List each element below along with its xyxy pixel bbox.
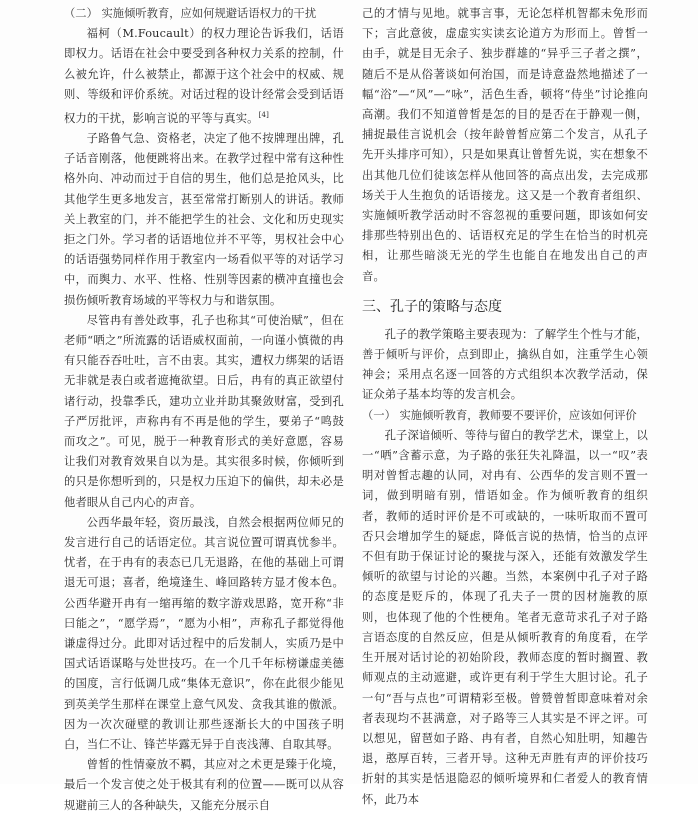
paragraph: 尽管冉有善处政事，孔子也称其“可使治赋”，但在老师“哂之”所流露的话语威权面前，一向谨小慎微的冉有只能吞吞吐吐，言不由衷。其实，遭权力绑架的话语无非就是表白或者遮掩欲望。日后，冉有的真正欲望付诸行动，投靠季氏，建功立业并助其聚敛财富，受到孔子严厉批评，声称冉有不再是他的学生，要弟子“鸣鼓而攻之”。可见，脱于一种教育形式的美好意愿，容易让我们对教育效果自以为是。其实很多时候，你倾听到的只是你想听到的，只是权力压迫下的偏供，却未必是他者眼从自己内心的声音。 (64, 313, 344, 509)
section-title: 三、孔子的策略与态度 (362, 298, 502, 315)
paragraph: 子路鲁气急、资格老，决定了他不按牌理出牌，孔子话音刚落，他便跳将出来。在教学过程中常有这种性格外向、冲动而过于自信的男生，他们总是抢风头，比其他学生更多地发言，甚至常常打断别人的讲话。教师关上教室的门，并不能把学生的社会、文化和历史现实拒之门外。学习者的话语地位并不平等，男权社会中心的话语强势同样作用于教室内一场看似平等的对话学习中，而舆力、水平、性格、性别等因素的横冲直撞也会损伤倾听教育场域的平等权力与和谐氛围。 (64, 131, 344, 307)
paragraph: 孔子深谙倾听、等待与留白的教学艺术，课堂上，以一“哂”含蓄示意，为子路的张狂失礼降温，以一“叹”表明对曾皙志趣的认同，对冉有、公西华的发言则不置一词，做到明暗有别，惜语如金。作为倾听教育的组织者，教师的适时评价是不可或缺的，一味听取而不置可否只会增加学生的疑虑，降低言说的热情，恰当的点评不但有助于保证讨论的聚拢与深入，还能有效激发学生倾听的欲望与讨论的兴趣。当然，本案例中孔子对子路的态度是贬斥的，体现了孔夫子一贯的因材施教的原则，也体现了他的个性梗角。笔者无意苛求孔子对子路言语态度的自然反应，但是从倾听教育的角度看，在学生开展对话讨论的初始阶段，教师态度的暂时搁置、教师观点的主动遮避，或许更有利于学生大胆讨论。孔子一句“吾与点也”可谓精彩至极。曾赞曾皙即意味着对余者表现均不甚满意，对子路等三人其实是不评之评。可以想见，留琶如子路、冉有者，自然心知肚明，知趣告退，憨厚百转，三者开导。这种无声胜有声的评价技巧折射的其实是恬退隐忍的倾听境界和仁者爱人的教育情怀，此乃本 (362, 428, 648, 806)
subheading-1: （一） 实施倾听教育，教师要不要评价，应该如何评价 (362, 408, 637, 422)
left-column (64, 4, 344, 816)
subheading-2: （二） 实施倾听教育，应如何规避话语权力的干扰 (64, 7, 317, 20)
paragraph: 曾皙的性情豪放不羁，其应对之术更是臻于化境，最后一个发言使之处于极其有利的位置——既可以从容规避前三人的各种缺失，又能充分展示自 (64, 758, 344, 812)
paragraph: 公西华最年轻，资历最浅，自然会根据两位师兄的发言进行自己的话语定位。其言说位置可谓真忧参半。忧者，在于冉有的表态已几无退路，在他的基础上可谓退无可退；喜者，绝境逢生、峰回路转方显才俊本色。公西华避开冉有一缩再缩的数字游戏思路，宽开称“非曰能之”，“愿学焉”，“愿为小相”，声称孔子都觉得他谦虚得过分。此即对话过程中的后发制人，实质乃是中国式话语谋略与处世技巧。在一个几千年标榜谦虚美德的国度，言行低调几成“集体无意识”，你在此很少能见到英美学生那样在课堂上意气风发、贪我其谁的傲派。因为一次次碰壁的教训让那些逐渐长大的中国孩子明白，当仁不让、锋芒毕露无异于自丧浅薄、自取其辱。 (64, 515, 344, 752)
right-column (362, 4, 648, 810)
paragraph-text: 福柯（M.Foucault）的权力理论告诉我们，话语即权力。话语在社会中要受到各种权力关系的控制，什么被允许，什么被禁止，都源于这个社会中的权威、规则、等级和评价系统。对话过程的设计经常会受到话语权力的干扰，影响言说的平等与真实。 (64, 27, 344, 125)
paragraph-continued: 己的才情与见地。就事言事，无论怎样机智都未免形而下；言此意彼，虚虚实实读玄论道方为形而上。曾皙一由手，就是目无余子、独步群雄的“异乎三子者之撰”，随后不是从俗著谈如何治国，而是诗意盎然地描述了一幅“浴”—“风”—“咏”，活色生香，顿将“侍坐”讨论推向高潮。我们不知道曾皙是怎的目的是否在于静观一侧，捕捉最佳言说机会（按年龄曾皙应第二个发言，从孔子先开头排序可知），只是如果真让曾皙先说，实在想象不出其他几位们徒该怎样从他回答的高点出发，去完成那场关于人生抱负的话语接龙。这又是一个教育者组织、实施倾听教学活动时不容忽视的重要问题，即该如何安排那些特别出色的、话语权充足的学生在恰当的时机亮相，让那些暗淡无光的学生也能自在地发出自己的声音。 (362, 7, 648, 283)
footnote-ref: [4] (258, 111, 269, 120)
paragraph (64, 24, 344, 129)
paragraph: 孔子的教学策略主要表现为：了解学生个性与才能，善于倾听与评价，点到即止，擒纵自如，注重学生心领神会；采用点名逐一回答的方式组织本次教学活动，保证众弟子基本均等的发言机会。 (362, 327, 648, 402)
